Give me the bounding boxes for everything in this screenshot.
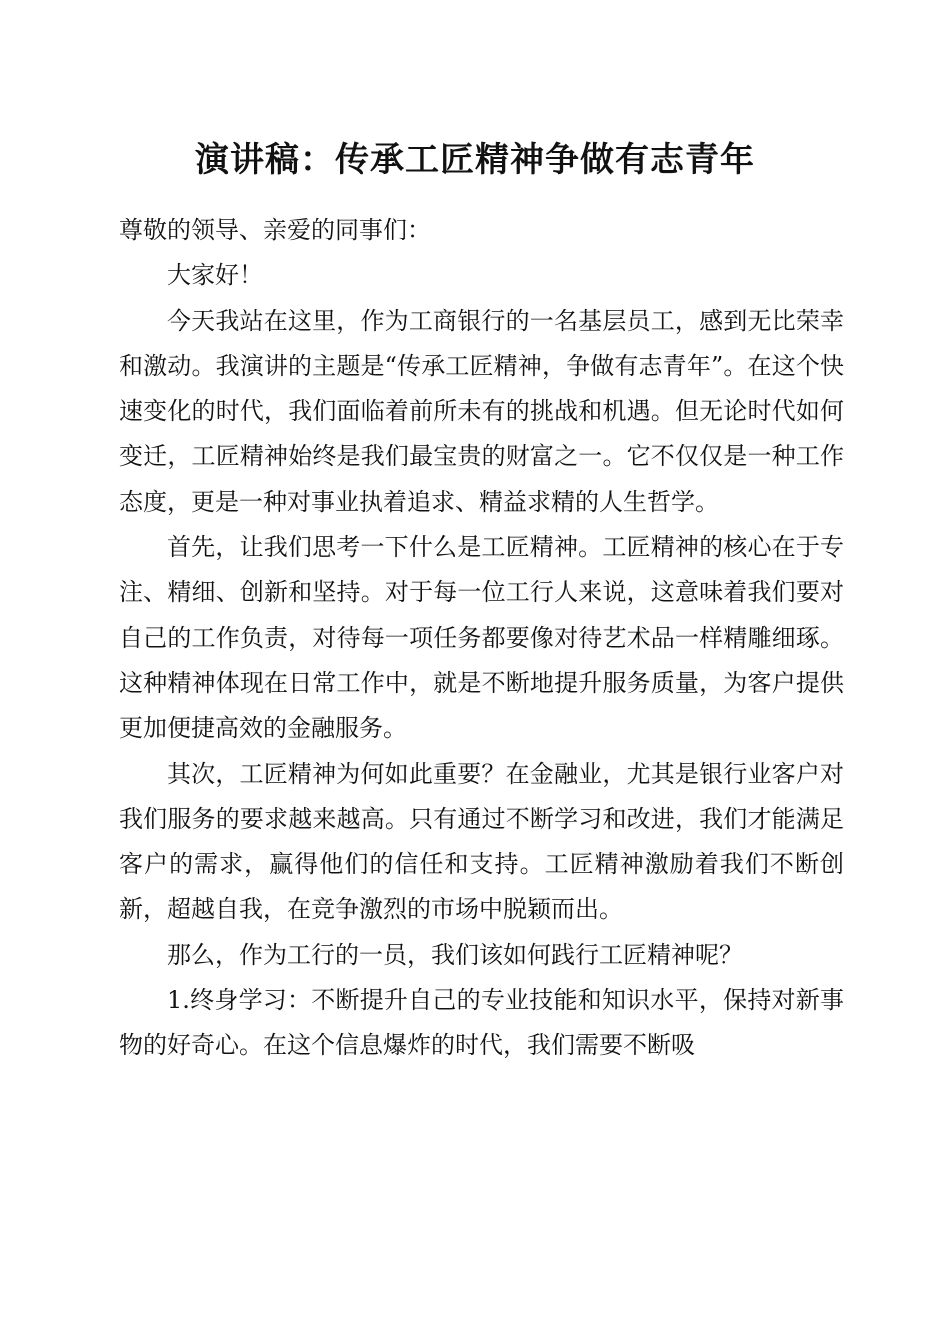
greeting: 大家好！ <box>167 261 263 290</box>
document-body <box>119 208 844 1069</box>
paragraph-intro: 今天我站在这里，作为工商银行的一名基层员工，感到无比荣幸和激动。我演讲的主题是“传承工匠精神，争做有志青年”。在这个快速变化的时代，我们面临着前所未有的挑战和机遇。但无论时代如何变迁，工匠精神始终是我们最宝贵的财富之一。它不仅仅是一种工作态度，更是一种对事业执着追求、精益求精的人生哲学。 <box>119 306 844 516</box>
paragraph-definition: 首先，让我们思考一下什么是工匠精神。工匠精神的核心在于专注、精细、创新和坚持。对于每一位工行人来说，这意味着我们要对自己的工作负责，对待每一项任务都要像对待艺术品一样精雕细琢。这种精神体现在日常工作中，就是不断地提升服务质量，为客户提供更加便捷高效的金融服务。 <box>119 533 844 743</box>
salutation: 尊敬的领导、亲爱的同事们： <box>119 216 431 244</box>
paragraph-importance: 其次，工匠精神为何如此重要？在金融业，尤其是银行业客户对我们服务的要求越来越高。只有通过不断学习和改进，我们才能满足客户的需求，赢得他们的信任和支持。工匠精神激励着我们不断创新，超越自我，在竞争激烈的市场中脱颖而出。 <box>119 759 844 924</box>
list-item-lifelong-learning: 1.终身学习：不断提升自己的专业技能和知识水平，保持对新事物的好奇心。在这个信息爆炸的时代，我们需要不断吸 <box>119 986 844 1060</box>
document-title: 演讲稿：传承工匠精神争做有志青年 <box>195 140 755 180</box>
paragraph-question: 那么，作为工行的一员，我们该如何践行工匠精神呢？ <box>167 940 743 969</box>
